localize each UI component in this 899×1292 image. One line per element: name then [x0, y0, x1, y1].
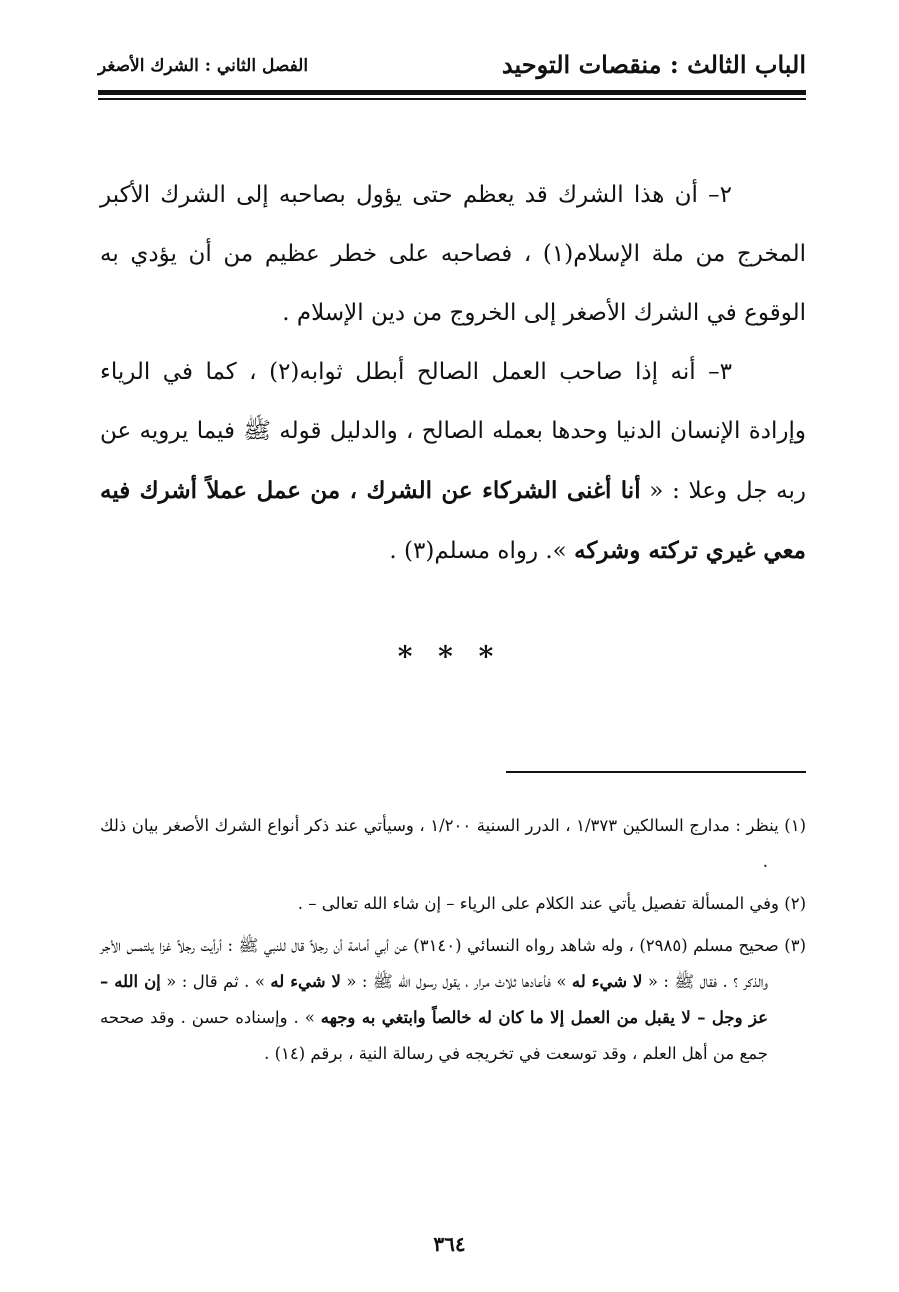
footnote-3-quote-2: لا شيء له	[270, 972, 341, 991]
running-header	[98, 50, 806, 84]
chapter-title: الباب الثالث : منقصات التوحيد	[501, 50, 806, 79]
section-separator: * * *	[397, 640, 502, 673]
section-title: الفصل الثاني : الشرك الأصغر	[98, 56, 309, 76]
footnote-3	[100, 928, 806, 1072]
footnote-3-quote-1: لا شيء له	[571, 972, 643, 991]
point-3-citation: ». رواه مسلم(٣) .	[389, 538, 575, 564]
footnote-rule	[506, 771, 806, 773]
footnote-3-part-g: » . وإسناده حسن . وقد صححه جمع من أهل العلم ، وقد توسعت في تخريجه في رسالة النية ، برقم (١٤) .	[100, 1008, 768, 1063]
point-3-intro: ٣– أنه إذا صاحب العمل الصالح أبطل ثوابه(٢) ، كما في الرياء وإرادة الإنسان الدنيا وحدها بعمله الصالح ، والدليل قوله ﷺ فيما يرويه عن ربه جل وعلا : «	[100, 359, 806, 504]
point-2-paragraph: ٢– أن هذا الشرك قد يعظم حتى يؤول بصاحبه إلى الشرك الأكبر المخرج من ملة الإسلام(١) ، فصاحبه على خطر عظيم من أن يؤدي به الوقوع في الشرك الأصغر إلى الخروج من دين الإسلام .	[100, 182, 806, 326]
hadith-quote: أنا أغنى الشركاء عن الشرك ، من عمل عملاً أشرك فيه معي غيري تركته وشركه	[100, 477, 806, 564]
footnote-3-part-c: » فأعادها ثلاث مرار ، يقول رسول الله ﷺ : «	[340, 972, 572, 991]
point-3-paragraph	[100, 343, 806, 581]
main-text	[100, 166, 806, 581]
footnotes	[100, 808, 806, 1078]
footnote-3-part-e: » . ثم قال : «	[160, 972, 271, 991]
header-rule-thick	[98, 90, 806, 95]
page-number: ٣٦٤	[433, 1232, 466, 1256]
footnote-3-quote-3: إن الله – عز وجل – لا يقبل من العمل إلا ما كان له خالصاً وابتغي به وجهه	[100, 972, 768, 1027]
footnote-3-part-a: (٣) صحيح مسلم (٢٩٨٥) ، وله شاهد رواه النسائي (٣١٤٠) عن أبي أمامة أن رجلاً قال للنبي ﷺ : أرأيت رجلاً غزا يلتمس الأجر والذكر ؟ . فقال ﷺ : «	[100, 936, 806, 991]
footnote-1: (١) ينظر : مدارج السالكين ١/٣٧٣ ، الدرر السنية ١/٢٠٠ ، وسيأتي عند ذكر أنواع الشرك الأصغر بيان ذلك .	[100, 816, 807, 871]
header-rule-thin	[98, 98, 806, 100]
footnote-2: (٢) وفي المسألة تفصيل يأتي عند الكلام على الرياء – إن شاء الله تعالى – .	[297, 894, 806, 913]
